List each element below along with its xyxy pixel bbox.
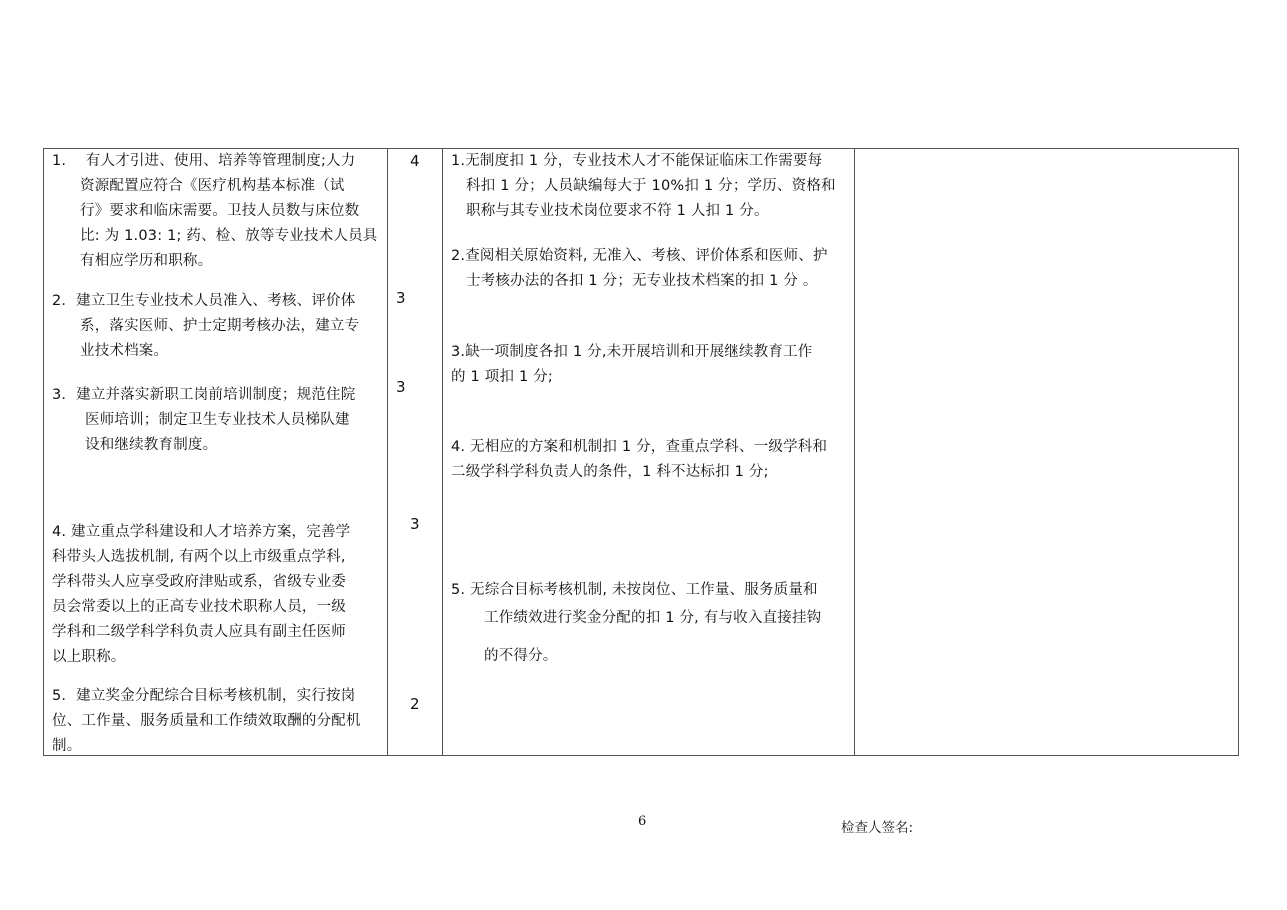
standard-line: 资源配置应符合《医疗机构基本标准（试 bbox=[80, 178, 345, 194]
criteria-line: 2.查阅相关原始资料, 无准入、考核、评价体系和医师、护 bbox=[451, 248, 828, 264]
standard-line: 3．建立并落实新职工岗前培训制度；规范住院 bbox=[52, 387, 356, 403]
standard-line: 业技术档案。 bbox=[80, 343, 169, 359]
standard-line: 有相应学历和职称。 bbox=[80, 253, 213, 269]
standard-line: 医师培训；制定卫生专业技术人员梯队建 bbox=[85, 412, 350, 428]
standard-line: 1. 有人才引进、使用、培养等管理制度;人力 bbox=[52, 153, 356, 169]
criteria-item-4 bbox=[451, 435, 827, 485]
points-column bbox=[388, 149, 443, 755]
criteria-item-3 bbox=[451, 340, 813, 390]
criteria-item-2 bbox=[451, 244, 828, 294]
criteria-line: 科扣 1 分；人员缺编每大于 10%扣 1 分；学历、资格和 bbox=[466, 178, 836, 194]
standard-item-4 bbox=[52, 520, 350, 670]
criteria-line: 3.缺一项制度各扣 1 分,未开展培训和开展继续教育工作 bbox=[451, 344, 813, 360]
inspection-notes-column bbox=[855, 149, 1238, 755]
standard-line: 以上职称。 bbox=[52, 649, 126, 665]
standard-line: 员会常委以上的正高专业技术职称人员，一级 bbox=[52, 599, 346, 615]
criteria-line: 4. 无相应的方案和机制扣 1 分，查重点学科、一级学科和 bbox=[451, 439, 828, 455]
standard-line: 学科和二级学科学科负责人应具有副主任医师 bbox=[52, 624, 346, 640]
criteria-line: 士考核办法的各扣 1 分；无专业技术档案的扣 1 分 。 bbox=[466, 273, 818, 289]
criteria-column bbox=[443, 149, 855, 755]
criteria-item-5 bbox=[451, 576, 821, 670]
criteria-line: 的 1 项扣 1 分; bbox=[451, 369, 553, 385]
standard-line: 2．建立卫生专业技术人员准入、考核、评价体 bbox=[52, 293, 356, 309]
standard-line: 科带头人选拔机制, 有两个以上市级重点学科, bbox=[52, 549, 346, 565]
standard-line: 设和继续教育制度。 bbox=[85, 437, 218, 453]
standard-line: 学科带头人应享受政府津贴或系，省级专业委 bbox=[52, 574, 346, 590]
standard-line: 4. 建立重点学科建设和人才培养方案，完善学 bbox=[52, 524, 351, 540]
points-value: 3 bbox=[410, 515, 420, 533]
standard-line: 位、工作量、服务质量和工作绩效取酬的分配机 bbox=[52, 713, 361, 729]
points-value: 3 bbox=[396, 378, 406, 396]
criteria-line: 二级学科学科负责人的条件，1 科不达标扣 1 分; bbox=[451, 464, 769, 480]
standard-item-5 bbox=[52, 684, 361, 759]
inspector-signature-label: 检查人签名: bbox=[841, 820, 914, 836]
points-value: 2 bbox=[410, 695, 420, 713]
criteria-line: 1.无制度扣 1 分，专业技术人才不能保证临床工作需要每 bbox=[451, 153, 823, 169]
criteria-line: 的不得分。 bbox=[484, 648, 558, 664]
standard-item-2 bbox=[52, 289, 359, 364]
standard-line: 制。 bbox=[52, 738, 82, 754]
standard-line: 5．建立奖金分配综合目标考核机制，实行按岗 bbox=[52, 688, 356, 704]
standard-line: 行》要求和临床需要。卫技人员数与床位数 bbox=[80, 203, 360, 219]
standard-line: 系，落实医师、护士定期考核办法，建立专 bbox=[80, 318, 360, 334]
criteria-line: 职称与其专业技术岗位要求不符 1 人扣 1 分。 bbox=[466, 203, 769, 219]
standard-item-3 bbox=[52, 383, 355, 458]
standard-item-1 bbox=[52, 149, 378, 274]
standards-column bbox=[44, 149, 388, 755]
assessment-table bbox=[43, 148, 1239, 756]
points-value: 4 bbox=[410, 152, 420, 170]
points-value: 3 bbox=[396, 289, 406, 307]
criteria-line: 工作绩效进行奖金分配的扣 1 分, 有与收入直接挂钩 bbox=[484, 610, 822, 626]
criteria-item-1 bbox=[451, 149, 836, 224]
standard-line: 比: 为 1.03: 1; 药、检、放等专业技术人员具 bbox=[80, 228, 378, 244]
page-number: 6 bbox=[638, 814, 647, 829]
criteria-line: 5. 无综合目标考核机制, 未按岗位、工作量、服务质量和 bbox=[451, 582, 818, 598]
